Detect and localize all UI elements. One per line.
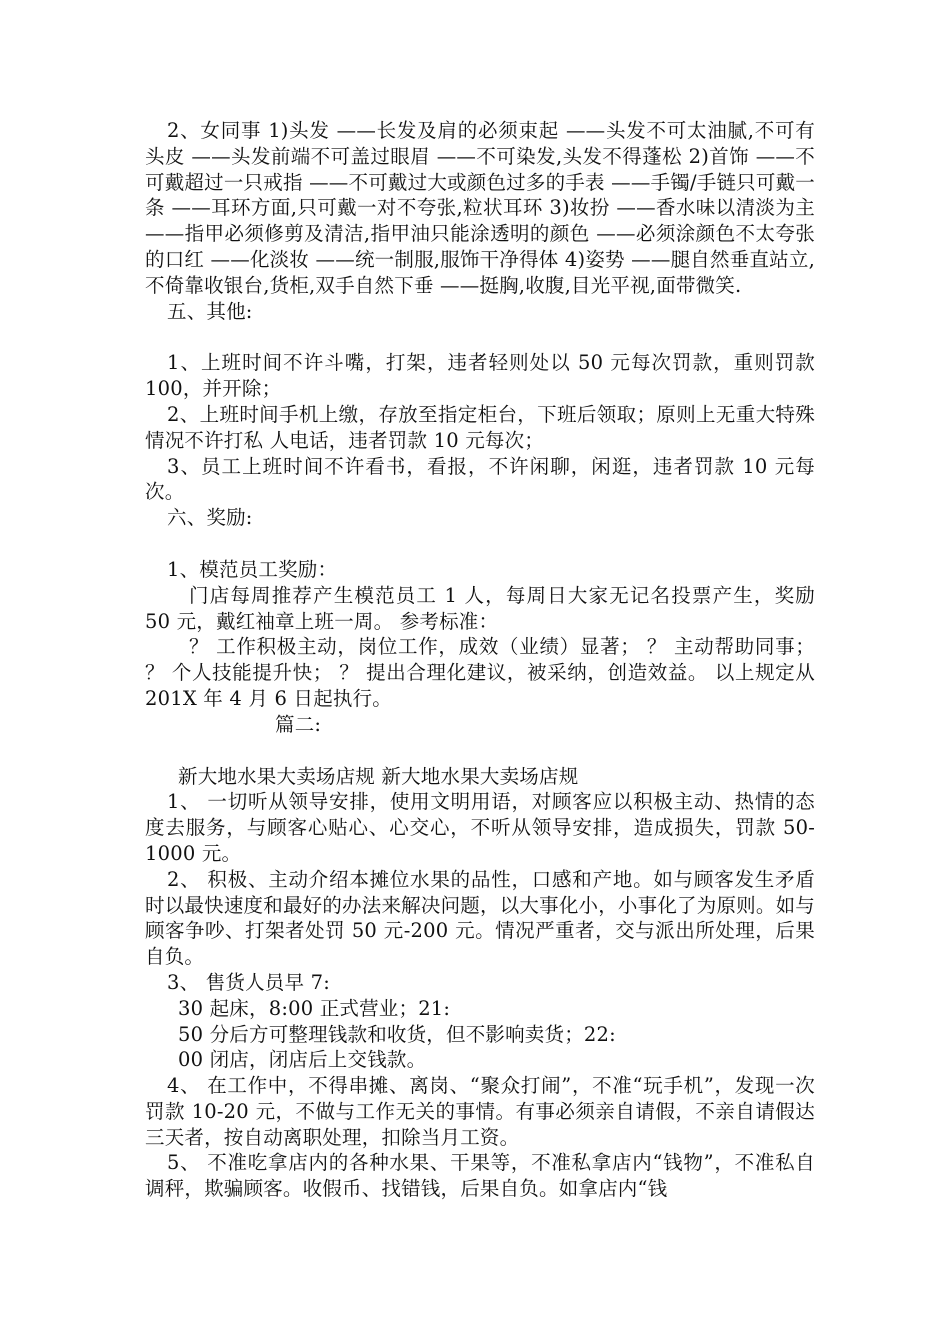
rule-5: 5、 不准吃拿店内的各种水果、干果等，不准私拿店内“钱物”，不准私自调秤，欺骗顾客。收假币、找错钱，后果自负。如拿店内“钱: [145, 1151, 815, 1201]
section-title-part2: 篇二:: [275, 712, 322, 736]
paragraph-rewards-criteria: ？ 工作积极主动，岗位工作，成效（业绩）显著； ？ 主动帮助同事； ？ 个人技能提升快； ？ 提出合理化建议，被采纳，创造效益。 以上规定从 201X 年 4 月 6 日起执行。: [145, 635, 815, 710]
rule-4: 4、 在工作中，不得串摊、离岗、“聚众打闹”，不准“玩手机”，发现一次罚款 10-20 元，不做与工作无关的事情。有事必须亲自请假，不亲自请假达三天者，按自动离职处理，扣除当月工资。: [145, 1074, 815, 1149]
paragraph-others-2: 2、上班时间手机上缴，存放至指定柜台，下班后领取；原则上无重大特殊情况不许打私 人电话，违者罚款 10 元每次；: [145, 402, 815, 452]
spacer: [145, 738, 815, 764]
heading-others: 五、其他:: [167, 299, 253, 323]
document-title-part2: 新大地水果大卖场店规 新大地水果大卖场店规: [178, 764, 579, 788]
paragraph-female-staff-rules: 2、女同事 1)头发 ——长发及肩的必须束起 ——头发不可太油腻,不可有头皮 ——头发前端不可盖过眼眉 ——不可染发,头发不得蓬松 2)首饰 ——不可戴超过一只戒指 ——不可戴过大或颜色过多的手表 ——手镯/手链只可戴一条 ——耳环方面,只可戴一对不夸张,粒状耳环 3)妆扮 ——香水味以清淡为主 ——指甲必须修剪及清洁,指甲油只能涂透明的颜色 ——必须涂颜色不太夸张的口红 ——化淡妆 ——统一制服,服饰干净得体 4)姿势 ——腿自然垂直站立,不倚靠收银台,货柜,双手自然下垂 ——挺胸,收腹,目光平视,面带微笑.: [145, 119, 815, 297]
rule-3-line-b: 50 分后方可整理钱款和收货，但不影响卖货；22:: [178, 1022, 616, 1046]
spacer: [145, 531, 815, 557]
paragraph-others-1: 1、上班时间不许斗嘴，打架，违者轻则处以 50 元每次罚款，重则罚款 100，并开除；: [145, 351, 815, 401]
paragraph-rewards-2: 门店每周推荐产生模范员工 1 人，每周日大家无记名投票产生，奖励 50 元，戴红袖章上班一周。 参考标准：: [145, 583, 815, 633]
document-body: [145, 118, 815, 1202]
rule-3-line-a: 30 起床，8:00 正式营业；21:: [178, 996, 451, 1020]
rule-3: 3、 售货人员早 7:: [167, 970, 330, 994]
rule-1: 1、 一切听从领导安排，使用文明用语，对顾客应以积极主动、热情的态度去服务，与顾客心贴心、心交心，不听从领导安排，造成损失，罚款 50-1000 元。: [145, 790, 815, 865]
rule-2: 2、 积极、主动介绍本摊位水果的品性，口感和产地。如与顾客发生矛盾时以最快速度和最好的办法来解决问题，以大事化小，小事化了为原则。如与顾客争吵、打架者处罚 50 元-200 元。情况严重者，交与派出所处理，后果自负。: [145, 867, 815, 969]
rule-3-line-c: 00 闭店，闭店后上交钱款。: [178, 1048, 427, 1072]
paragraph-others-3: 3、员工上班时间不许看书，看报，不许闲聊，闲逛，违者罚款 10 元每次。: [145, 454, 815, 504]
heading-rewards: 六、奖励:: [167, 506, 253, 530]
spacer: [145, 324, 815, 350]
paragraph-rewards-1: 1、模范员工奖励：: [167, 557, 338, 581]
